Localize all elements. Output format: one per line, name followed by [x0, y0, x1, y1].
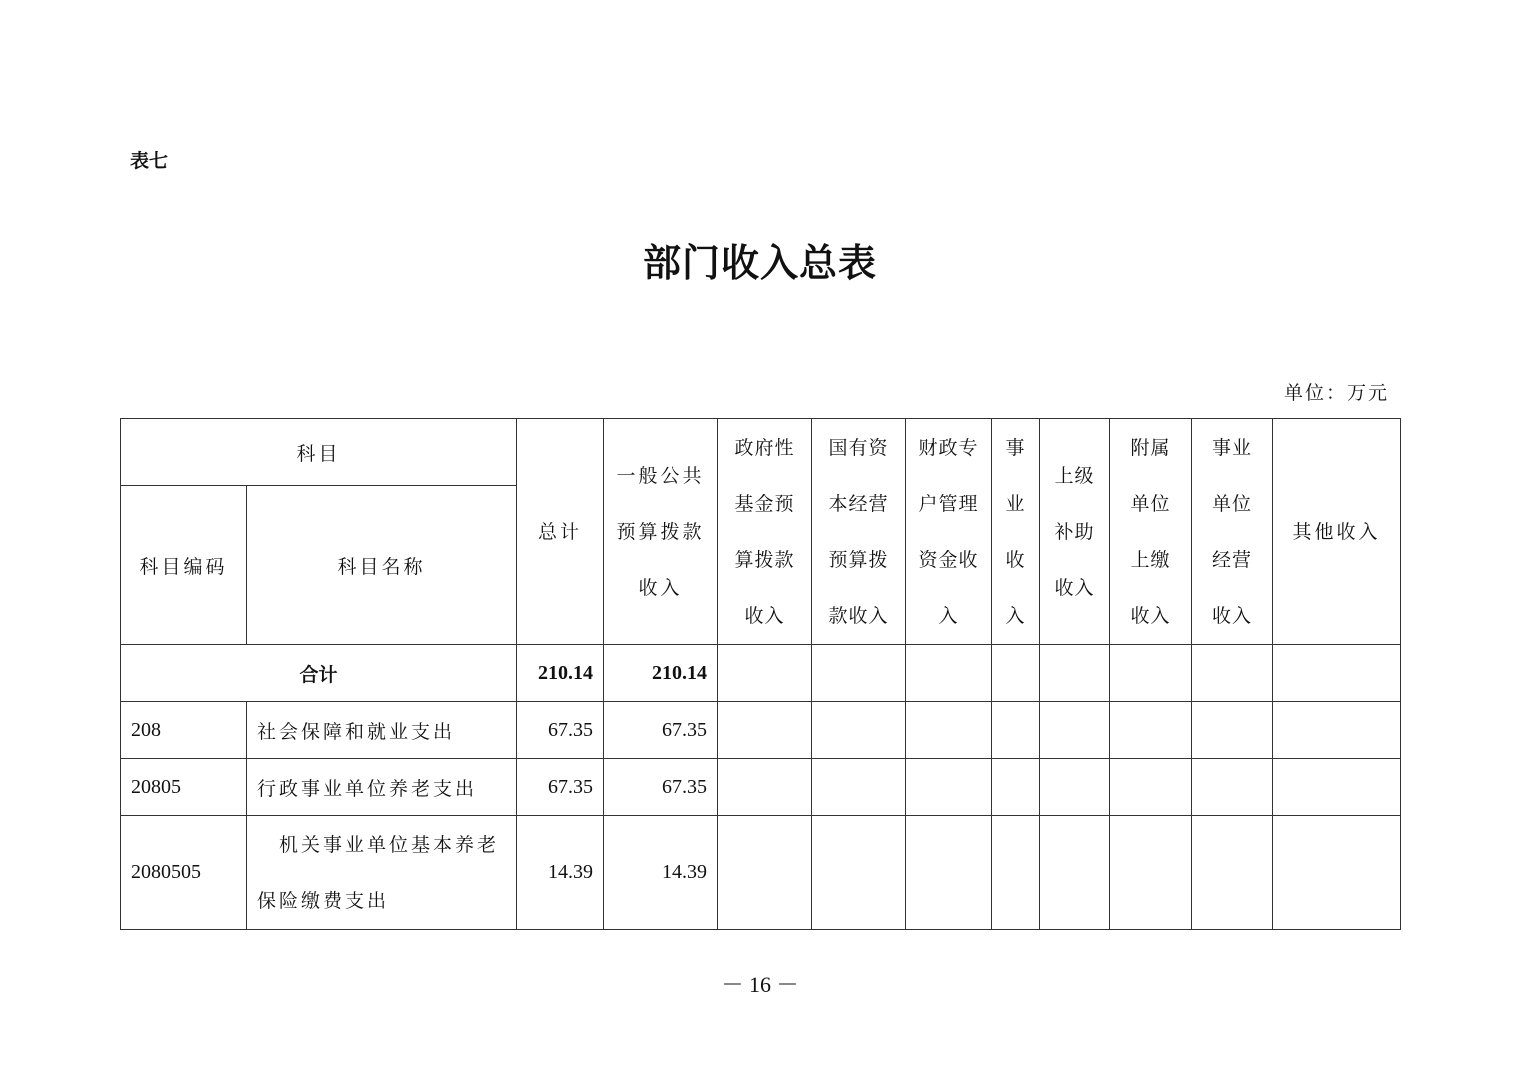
row-code: 2080505 — [121, 816, 247, 930]
empty-cell — [992, 816, 1040, 930]
empty-cell — [1040, 759, 1110, 816]
empty-cell — [1110, 759, 1192, 816]
row-code: 208 — [121, 702, 247, 759]
totals-row — [121, 645, 1401, 702]
totals-total: 210.14 — [517, 645, 604, 702]
page-number: － 16 － — [721, 972, 799, 997]
totals-general-budget: 210.14 — [604, 645, 718, 702]
empty-cell — [1273, 759, 1401, 816]
header-superior-subsidy: 上级 补助 收入 — [1040, 419, 1110, 645]
empty-cell — [718, 702, 812, 759]
empty-cell — [1192, 702, 1273, 759]
empty-cell — [1040, 645, 1110, 702]
header-gov-fund: 政府性 基金预 算拨款 收入 — [718, 419, 812, 645]
empty-cell — [718, 645, 812, 702]
header-subject-group: 科目 — [121, 419, 517, 486]
table-label: 表七 — [130, 150, 169, 172]
empty-cell — [1273, 816, 1401, 930]
row-total: 14.39 — [517, 816, 604, 930]
empty-cell — [812, 702, 906, 759]
row-name: 社会保障和就业支出 — [247, 702, 517, 759]
empty-cell — [812, 759, 906, 816]
row-general-budget: 67.35 — [604, 759, 718, 816]
empty-cell — [906, 816, 992, 930]
totals-label: 合计 — [121, 645, 517, 702]
row-general-budget: 67.35 — [604, 702, 718, 759]
empty-cell — [1273, 645, 1401, 702]
empty-cell — [1040, 816, 1110, 930]
empty-cell — [812, 645, 906, 702]
header-affiliated-units: 附属 单位 上缴 收入 — [1110, 419, 1192, 645]
row-code: 20805 — [121, 759, 247, 816]
header-row-1 — [121, 419, 1401, 486]
empty-cell — [906, 645, 992, 702]
empty-cell — [906, 702, 992, 759]
table-row — [121, 759, 1401, 816]
table-row — [121, 702, 1401, 759]
row-total: 67.35 — [517, 702, 604, 759]
empty-cell — [1192, 816, 1273, 930]
income-summary-table — [120, 418, 1401, 930]
header-operating-income: 事业 单位 经营 收入 — [1192, 419, 1273, 645]
empty-cell — [1110, 645, 1192, 702]
empty-cell — [1192, 645, 1273, 702]
header-general-budget: 一般公共 预算拨款 收入 — [604, 419, 718, 645]
table-row — [121, 816, 1401, 930]
row-total: 67.35 — [517, 759, 604, 816]
unit-label: 单位：万元 — [1283, 382, 1389, 404]
header-business-income: 事 业 收 入 — [992, 419, 1040, 645]
empty-cell — [718, 759, 812, 816]
row-name: 机关事业单位基本养老 保险缴费支出 — [247, 816, 517, 930]
header-subject-name: 科目名称 — [247, 486, 517, 645]
empty-cell — [1110, 816, 1192, 930]
header-fiscal-account: 财政专 户管理 资金收 入 — [906, 419, 992, 645]
page-title: 部门收入总表 — [642, 241, 877, 285]
empty-cell — [992, 759, 1040, 816]
empty-cell — [718, 816, 812, 930]
header-subject-code: 科目编码 — [121, 486, 247, 645]
row-general-budget: 14.39 — [604, 816, 718, 930]
empty-cell — [1192, 759, 1273, 816]
empty-cell — [1273, 702, 1401, 759]
empty-cell — [906, 759, 992, 816]
empty-cell — [992, 645, 1040, 702]
empty-cell — [812, 816, 906, 930]
empty-cell — [1040, 702, 1110, 759]
empty-cell — [1110, 702, 1192, 759]
row-name: 行政事业单位养老支出 — [247, 759, 517, 816]
header-total: 总计 — [517, 419, 604, 645]
empty-cell — [992, 702, 1040, 759]
header-other-income: 其他收入 — [1273, 419, 1401, 645]
header-state-capital: 国有资 本经营 预算拨 款收入 — [812, 419, 906, 645]
